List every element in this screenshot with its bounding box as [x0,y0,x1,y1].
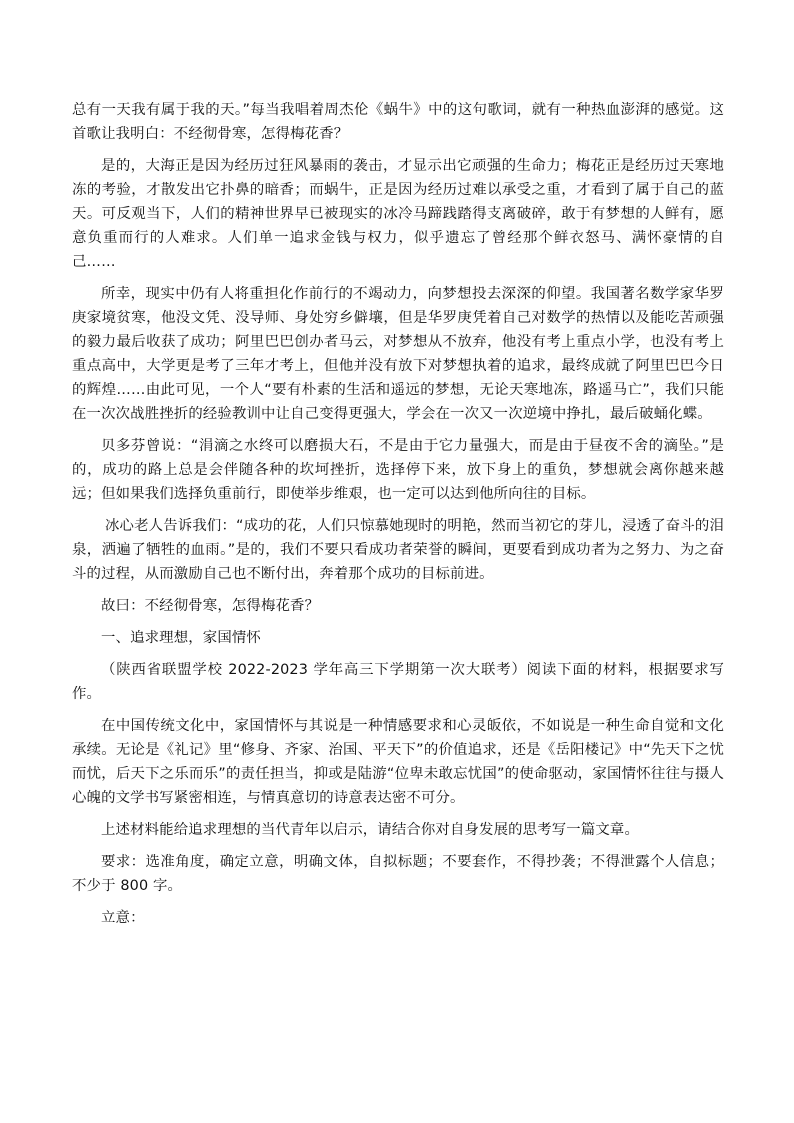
prompt-instruction: 上述材料能给追求理想的当代青年以启示，请结合你对自身发展的思考写一篇文章。 [101,822,640,838]
paragraph-bingxin: 冰心老人告诉我们：“成功的花，人们只惊慕她现时的明艳，然而当初它的芽儿，浸透了奋斗的泪泉，洒遍了牺牲的血雨。”是的，我们不要只看成功者荣誉的瞬间，更要看到成功者为之努力、为之奋斗的过程，从而激励自己也不断付出，奔着那个成功的目标前进。 [72,518,724,582]
paragraph-song-lyric: 总有一天我有属于我的天。”每当我唱着周杰伦《蜗牛》中的这句歌词，就有一种热血澎湃的感觉。这首歌让我明白：不经彻骨寒，怎得梅花香？ [72,102,724,142]
document-body [72,98,724,930]
paragraph-ocean-plum-snail: 是的，大海正是因为经历过狂风暴雨的袭击，才显示出它顽强的生命力；梅花正是经历过天寒地冻的考验，才散发出它扑鼻的暗香；而蜗牛，正是因为经历过难以承受之重，才看到了属于自己的蓝天。可反观当下，人们的精神世界早已被现实的冰冷马蹄践踏得支离破碎，敢于有梦想的人鲜有，愿意负重而行的人难求。人们单一追求金钱与权力，似乎遗忘了曾经那个鲜衣怒马、满怀豪情的自己…… [72,158,724,270]
paragraph-conclusion: 故曰：不经彻骨寒，怎得梅花香？ [101,598,320,614]
prompt-material: 在中国传统文化中，家国情怀与其说是一种情感要求和心灵皈依，不如说是一种生命自觉和文化承续。无论是《礼记》里“修身、齐家、治国、平天下”的价值追求，还是《岳阳楼记》中“先天下之忧而忧，后天下之乐而乐”的责任担当，抑或是陆游“位卑未敢忘忧国”的使命驱动，家国情怀往往与摄人心魄的文学书写紧密相连，与情真意切的诗意表达密不可分。 [72,718,724,806]
prompt-requirements: 要求：选准角度，确定立意，明确文体，自拟标题；不要套作，不得抄袭；不得泄露个人信息；不少于 800 字。 [72,854,724,894]
theme-label: 立意： [101,910,145,926]
section-heading: 一、追求理想，家国情怀 [101,630,261,646]
paragraph-hualuogeng-mayun: 所幸，现实中仍有人将重担化作前行的不竭动力，向梦想投去深深的仰望。我国著名数学家华罗庚家境贫寒，他没文凭、没导师、身处穷乡僻壤，但是华罗庚凭着自己对数学的热情以及能吃苦顽强的毅力最后收获了成功；阿里巴巴创办者马云，对梦想从不放弃，他没有考上重点小学，也没有考上重点高中，大学更是考了三年才考上，但他并没有放下对梦想执着的追求，最终成就了阿里巴巴今日的辉煌……由此可见，一个人“要有朴素的生活和遥远的梦想，无论天寒地冻，路遥马亡”，我们只能在一次次战胜挫折的经验教训中让自己变得更强大，学会在一次又一次逆境中挣扎，最后破蛹化蝶。 [72,286,724,422]
prompt-source: （陕西省联盟学校 2022-2023 学年高三下学期第一次大联考）阅读下面的材料，根据要求写作。 [72,662,724,702]
paragraph-beethoven: 贝多芬曾说：“涓滴之水终可以磨损大石，不是由于它力量强大，而是由于昼夜不舍的滴坠。”是的，成功的路上总是会伴随各种的坎坷挫折，选择停下来，放下身上的重负，梦想就会离你越来越远；但如果我们选择负重前行，即使举步维艰，也一定可以达到他所向往的目标。 [72,438,724,502]
